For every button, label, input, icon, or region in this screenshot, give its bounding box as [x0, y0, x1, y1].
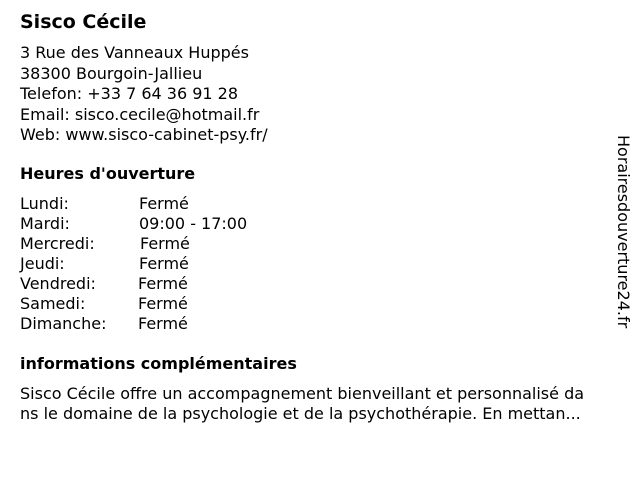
address-street: 3 Rue des Vanneaux Huppés [20, 43, 249, 62]
hours-row-samedi [20, 294, 320, 314]
day-hours: Fermé [138, 294, 188, 313]
day-label: Samedi: [20, 294, 86, 313]
day-hours: 09:00 - 17:00 [139, 214, 248, 233]
day-label: Mardi: [20, 214, 70, 233]
day-label: Jeudi: [20, 254, 65, 273]
hours-row-mercredi [20, 234, 320, 254]
hours-row-lundi [20, 194, 320, 214]
hours-row-dimanche [20, 314, 320, 334]
description-line: ns le domaine de la psychologie et de la psychothérapie. En mettan... [20, 404, 581, 423]
day-label: Mercredi: [20, 234, 95, 253]
contact-block [20, 43, 268, 146]
info-description [20, 384, 630, 424]
hours-table [20, 194, 320, 334]
info-heading: informations complémentaires [20, 354, 297, 373]
phone-number: Telefon: +33 7 64 36 91 28 [20, 84, 239, 103]
email-address: Email: sisco.cecile@hotmail.fr [20, 104, 260, 124]
site-watermark [611, 135, 635, 367]
address-city: 38300 Bourgoin-Jallieu [20, 63, 203, 83]
day-hours: Fermé [139, 194, 189, 213]
business-name: Sisco Cécile [20, 11, 147, 33]
description-line: Sisco Cécile offre un accompagnement bienveillant et personnalisé da [20, 384, 585, 403]
hours-heading: Heures d'ouverture [20, 164, 196, 183]
day-hours: Fermé [138, 274, 188, 293]
day-label: Lundi: [20, 194, 69, 213]
hours-row-mardi [20, 214, 320, 234]
website-address: Web: www.sisco-cabinet-psy.fr/ [20, 125, 268, 144]
day-label: Dimanche: [20, 314, 107, 333]
hours-row-vendredi [20, 274, 320, 294]
watermark-text: Horairesdouverture24.fr [614, 135, 633, 329]
day-hours: Fermé [138, 314, 188, 333]
day-label: Vendredi: [20, 274, 96, 293]
hours-row-jeudi [20, 254, 320, 274]
day-hours: Fermé [140, 234, 190, 253]
day-hours: Fermé [139, 254, 189, 273]
